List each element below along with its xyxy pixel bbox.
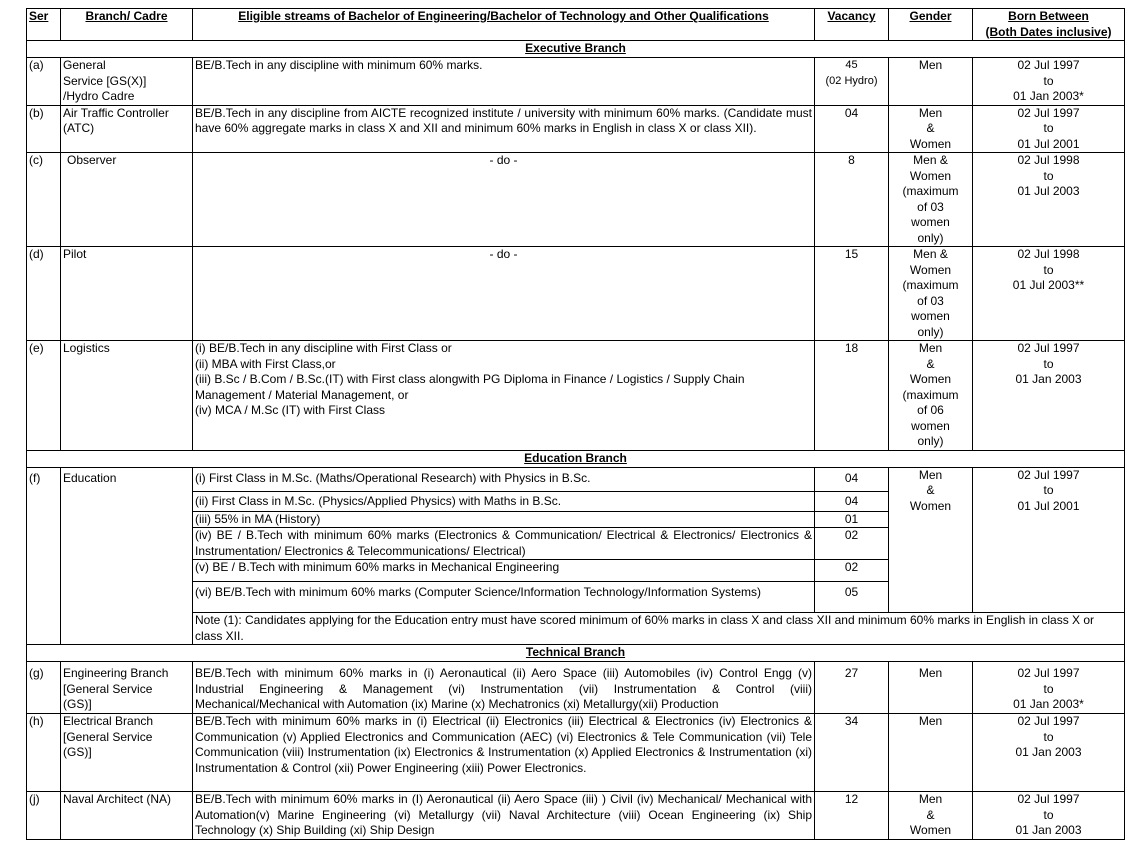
- branch-cell: [61, 105, 193, 153]
- cell-line: 45: [845, 59, 858, 71]
- cell-line: 04: [844, 105, 859, 120]
- cell-line: 18: [844, 341, 859, 355]
- table-row: [27, 467, 1125, 491]
- ser-cell: (g): [27, 662, 61, 714]
- cell-line: 15: [844, 247, 859, 261]
- cell-line: Men &: [913, 247, 948, 261]
- eligibility-table: [26, 8, 1125, 840]
- qual-cell: (iv) BE / B.Tech with minimum 60% marks (Electronics & Communication/ Electrical & Electronics/ Electronics & Instrumentation/ Electronics & Telecommunications/ Electrical): [193, 528, 815, 560]
- header-ser: Ser: [27, 9, 61, 41]
- qual-cell: BE/B.Tech in any discipline with minimum 60% marks.: [193, 58, 815, 106]
- cell-line: (i) BE/B.Tech in any discipline with First Class or: [195, 341, 452, 355]
- qual-cell: (iii) 55% in MA (History): [193, 511, 815, 528]
- section-technical: Technical Branch: [27, 645, 1125, 662]
- qual-cell: - do -: [193, 247, 815, 341]
- cell-line: [General Service: [63, 729, 153, 744]
- cell-line: Logistics: [63, 341, 110, 355]
- section-row: [27, 41, 1125, 58]
- born-cell: [973, 58, 1125, 106]
- cell-line: women: [911, 309, 950, 323]
- table-row: [27, 662, 1125, 714]
- header-vacancy: Vacancy: [815, 9, 889, 41]
- cell-line: to: [1043, 73, 1054, 88]
- cell-line: Pilot: [63, 247, 87, 261]
- header-branch: Branch/ Cadre: [61, 9, 193, 41]
- cell-line: to: [1043, 262, 1054, 277]
- cell-line: 02 Jul 1997: [1017, 792, 1080, 806]
- cell-line: Women: [909, 168, 952, 183]
- cell-line: Electrical Branch: [63, 714, 154, 728]
- gender-cell: [889, 714, 973, 792]
- cell-line: &: [926, 121, 935, 135]
- cell-line: to: [1043, 729, 1054, 744]
- gender-cell: [889, 247, 973, 341]
- cell-line: Men: [918, 792, 943, 806]
- cell-line: Men: [918, 666, 943, 680]
- cell-line: (GS)]: [63, 745, 92, 759]
- cell-line: &: [926, 356, 935, 371]
- gender-cell: [889, 662, 973, 714]
- born-cell: [973, 105, 1125, 153]
- cell-line: Naval Architect (NA): [63, 792, 172, 806]
- qual-cell: BE/B.Tech with minimum 60% marks in (i) Aeronautical (ii) Aero Space (iii) Automobiles (iv) Control Engg (v) Industrial Engineering & Management (vi) Instrumentation (vii) Instrumentation & Control (viii) Mechanical/Mechanical with Automation (ix) Marine (x) Mechatronics (xi) Metallurgy(xii) Production: [193, 662, 815, 714]
- born-cell: [973, 792, 1125, 840]
- cell-line: Men: [918, 341, 943, 355]
- cell-line: to: [1043, 681, 1054, 696]
- born-cell: [973, 467, 1125, 613]
- cell-line: Men: [918, 467, 943, 482]
- header-streams: Eligible streams of Bachelor of Engineering/Bachelor of Technology and Other Qualifications: [193, 9, 815, 41]
- ser-cell: (c): [27, 153, 61, 247]
- table-row: [27, 341, 1125, 451]
- table-row: [27, 247, 1125, 341]
- cell-line: Men: [918, 105, 943, 120]
- vacancy-cell: [815, 341, 889, 451]
- cell-line: to: [1043, 356, 1054, 371]
- cell-line: Men: [918, 58, 943, 72]
- cell-line: of 06: [917, 403, 944, 417]
- cell-line: to: [1043, 483, 1054, 497]
- cell-line: (GS)]: [63, 697, 92, 711]
- qual-cell: BE/B.Tech with minimum 60% marks in (i) Electrical (ii) Electronics (iii) Electrical & Electronics (iv) Electronics & Communication (v) Applied Electronics and Communication (AEC) (vi) Electronics & Tele Communication (vii) Tele Communication (viii) Instrumentation (ix) Electronics & Instrumentation (x) Applied Electronics & Instrumentation (xi) Instrumentation & Control (xii) Power Engineering (xiii) Power Electronics.: [193, 714, 815, 792]
- born-cell: [973, 714, 1125, 792]
- vacancy-cell: 02: [815, 528, 889, 560]
- cell-line: of 03: [917, 293, 944, 308]
- cell-line: 01 Jul 2003**: [1012, 278, 1085, 292]
- born-cell: [973, 662, 1125, 714]
- vacancy-cell: [815, 662, 889, 714]
- ser-cell: (a): [27, 58, 61, 106]
- ser-cell: (j): [27, 792, 61, 840]
- cell-line: [General Service: [63, 681, 153, 696]
- header-row: [27, 9, 1125, 41]
- gender-cell: [889, 153, 973, 247]
- cell-line: 01 Jul 2001: [1017, 136, 1080, 151]
- table-row: [27, 105, 1125, 153]
- header-born-line2: (Both Dates inclusive): [985, 24, 1112, 39]
- cell-line: (maximum: [902, 278, 959, 292]
- table-row: [27, 58, 1125, 106]
- section-executive: Executive Branch: [27, 41, 1125, 58]
- cell-line: (ATC): [63, 121, 95, 135]
- ser-cell: (d): [27, 247, 61, 341]
- cell-line: (maximum: [902, 387, 959, 402]
- vacancy-cell: 02: [815, 560, 889, 582]
- born-cell: [973, 341, 1125, 451]
- header-gender: Gender: [889, 9, 973, 41]
- gender-cell: [889, 105, 973, 153]
- cell-line: General: [63, 58, 106, 72]
- vacancy-cell: [815, 58, 889, 106]
- education-note: Note (1): Candidates applying for the Education entry must have scored minimum of 60% marks in class X and class XII and minimum 60% marks in English in class X or class XII.: [193, 613, 1125, 645]
- qual-cell: - do -: [193, 153, 815, 247]
- cell-line: 02 Jul 1997: [1017, 714, 1080, 728]
- header-born: [973, 9, 1125, 41]
- cell-line: 01 Jan 2003: [1015, 823, 1082, 837]
- table-row: [27, 792, 1125, 840]
- qual-cell: BE/B.Tech in any discipline from AICTE recognized institute / university with minimum 60% marks. (Candidate must have 60% aggregate marks in class X and XII and minimum 60% marks in English in class X or class XII).: [193, 105, 815, 153]
- qual-cell: (ii) First Class in M.Sc. (Physics/Applied Physics) with Maths in B.Sc.: [193, 491, 815, 511]
- cell-line: (iv) MCA / M.Sc (IT) with First Class: [195, 403, 385, 417]
- cell-line: 02 Jul 1997: [1017, 666, 1080, 680]
- cell-line: Women: [909, 823, 952, 837]
- cell-line: 02 Jul 1998: [1017, 153, 1080, 167]
- branch-cell: [61, 153, 193, 247]
- cell-line: (maximum: [902, 184, 959, 198]
- vacancy-cell: [815, 714, 889, 792]
- cell-line: Air Traffic Controller: [63, 105, 169, 120]
- cell-line: (ii) MBA with First Class,or: [195, 356, 336, 371]
- qual-cell: BE/B.Tech with minimum 60% marks in (I) Aeronautical (ii) Aero Space (iii) ) Civil (iv) Mechanical/ Mechanical with Automation(v) Marine Engineering (vi) Metallurgy (vii) Naval Architecture (viii) Ocean Engineering (ix) Ship Technology (x) Ship Building (xi) Ship Design: [193, 792, 815, 840]
- branch-cell: [61, 662, 193, 714]
- cell-line: women: [911, 418, 950, 433]
- cell-line: to: [1043, 121, 1054, 135]
- cell-line: Women: [909, 262, 952, 277]
- header-born-line1: Born Between: [1008, 9, 1089, 23]
- gender-cell: [889, 467, 973, 613]
- cell-line: 12: [844, 792, 859, 806]
- qual-cell: (vi) BE/B.Tech with minimum 60% marks (Computer Science/Information Technology/Information Systems): [193, 582, 815, 613]
- branch-cell: [61, 341, 193, 451]
- cell-line: Women: [909, 498, 952, 513]
- gender-cell: [889, 341, 973, 451]
- vacancy-cell: 01: [815, 511, 889, 528]
- vacancy-cell: [815, 153, 889, 247]
- cell-line: 02 Jul 1997: [1017, 105, 1080, 120]
- cell-line: &: [926, 807, 935, 822]
- cell-line: 8: [848, 153, 855, 167]
- cell-line: Women: [909, 372, 952, 386]
- vacancy-cell: [815, 247, 889, 341]
- vacancy-cell: 04: [815, 491, 889, 511]
- vacancy-cell: [815, 105, 889, 153]
- section-education: Education Branch: [27, 450, 1125, 467]
- born-cell: [973, 153, 1125, 247]
- cell-line: 34: [844, 714, 859, 728]
- branch-cell: [61, 58, 193, 106]
- cell-line: 02 Jul 1997: [1017, 341, 1080, 355]
- cell-line: 01 Jul 2001: [1017, 498, 1080, 513]
- ser-cell: (f): [27, 467, 61, 645]
- cell-line: Men: [918, 714, 943, 728]
- cell-line: Service [GS(X)]: [63, 73, 147, 88]
- cell-line: only): [917, 434, 944, 448]
- cell-line: 27: [844, 666, 859, 680]
- cell-line: only): [917, 324, 944, 339]
- cell-line: 02 Jul 1998: [1017, 247, 1080, 261]
- gender-cell: [889, 792, 973, 840]
- branch-cell: [61, 467, 193, 645]
- section-row: [27, 450, 1125, 467]
- table-row: [27, 153, 1125, 247]
- branch-cell: [61, 792, 193, 840]
- cell-line: 02 Jul 1997: [1017, 467, 1080, 482]
- cell-line: (02 Hydro): [825, 74, 878, 87]
- branch-cell: [61, 714, 193, 792]
- ser-cell: (e): [27, 341, 61, 451]
- cell-line: 01 Jan 2003: [1015, 745, 1082, 759]
- cell-line: Education: [63, 470, 117, 485]
- cell-line: Observer: [67, 153, 117, 167]
- cell-line: only): [917, 230, 944, 245]
- ser-cell: (h): [27, 714, 61, 792]
- qual-cell: [193, 341, 815, 451]
- branch-cell: [61, 247, 193, 341]
- cell-line: to: [1043, 168, 1054, 183]
- cell-line: Women: [909, 136, 952, 151]
- cell-line: &: [926, 483, 935, 497]
- cell-line: Engineering Branch: [63, 666, 169, 680]
- vacancy-cell: [815, 792, 889, 840]
- gender-cell: [889, 58, 973, 106]
- qual-cell: (i) First Class in M.Sc. (Maths/Operational Research) with Physics in B.Sc.: [193, 467, 815, 491]
- cell-line: women: [911, 215, 950, 229]
- cell-line: 01 Jul 2003: [1017, 184, 1080, 198]
- cell-line: of 03: [917, 199, 944, 214]
- cell-line: 01 Jan 2003*: [1013, 697, 1084, 711]
- cell-line: (iii) B.Sc / B.Com / B.Sc.(IT) with First class alongwith PG Diploma in Finance / Logistics / Supply Chain Management / Material Management, or: [195, 372, 745, 402]
- cell-line: /Hydro Cadre: [63, 89, 135, 103]
- cell-line: Men &: [913, 153, 948, 167]
- cell-line: 01 Jan 2003: [1015, 372, 1082, 386]
- cell-line: 02 Jul 1997: [1017, 58, 1080, 72]
- cell-line: to: [1043, 807, 1054, 822]
- born-cell: [973, 247, 1125, 341]
- table-row: [27, 714, 1125, 792]
- ser-cell: (b): [27, 105, 61, 153]
- cell-line: 01 Jan 2003*: [1013, 89, 1084, 103]
- section-row: [27, 645, 1125, 662]
- vacancy-cell: 04: [815, 467, 889, 491]
- qual-cell: (v) BE / B.Tech with minimum 60% marks in Mechanical Engineering: [193, 560, 815, 582]
- vacancy-cell: 05: [815, 582, 889, 613]
